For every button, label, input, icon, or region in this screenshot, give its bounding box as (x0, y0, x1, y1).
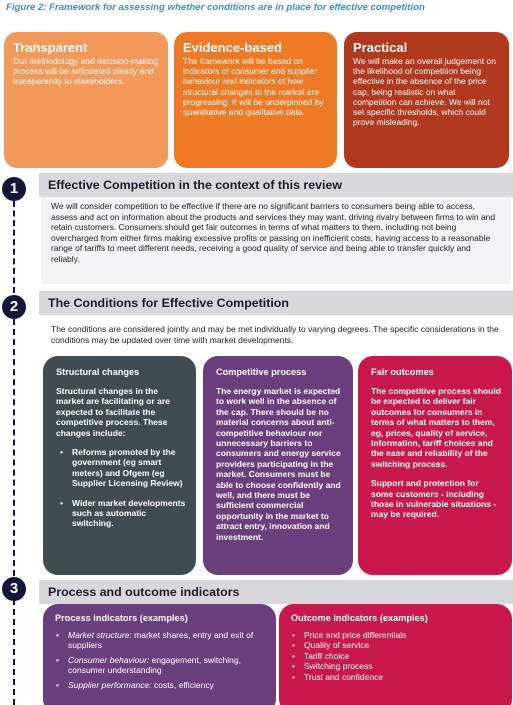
list-item: • Quality of service (291, 640, 504, 650)
list-item: • Trust and confidence (291, 672, 504, 682)
condition-fair-outcomes (358, 356, 512, 575)
condition-title: Competitive process (216, 367, 307, 377)
indicator-label: Supplier performance: (68, 679, 152, 690)
principle-title: Transparent (13, 40, 88, 55)
section-body: The conditions are considered jointly and may be met individually to varying degrees. The specific considerations in the conditions may be updated over time with market developments. (41, 320, 511, 350)
condition-text: The competitive process should be expected to deliver fair outcomes for consumers in terms of what matters to them, eg, prices, quality of service, information, tariff choices and the ease and reliability of the switching process. (371, 386, 501, 469)
list-item: • Wider market developments such as automatic switching. (56, 498, 187, 529)
outcome-indicators-box (279, 604, 512, 705)
indicator-text: costs, efficiency (151, 679, 214, 690)
condition-title: Structural changes (56, 367, 140, 377)
process-indicators-box (43, 604, 276, 705)
condition-title: Fair outcomes (371, 367, 434, 377)
connector-line (13, 319, 15, 576)
indicator-text: engagement, switching, consumer understanding (68, 654, 241, 676)
condition-bullet-list (56, 447, 187, 529)
condition-text: Support and protection for some customers - including those in vulnerable situations - may be required. (371, 478, 497, 520)
section-number-badge: 3 (2, 577, 26, 601)
indicator-label: Consumer behaviour: (68, 654, 150, 665)
indicator-text: market shares, entry and exit of suppliers (68, 630, 254, 651)
section-heading: Effective Competition in the context of this review (39, 173, 513, 197)
connector-line (13, 201, 15, 293)
list-item (55, 680, 268, 690)
list-item: • Switching process (291, 661, 504, 671)
indicator-label: Market structure: (68, 630, 132, 640)
list-item: • Price and price differentials (291, 630, 504, 640)
condition-text: The energy market is expected to work well in the absence of the cap. There should be no material concerns about anti-competitive behaviour nor unnecessary barriers to consumers and energy service providers participating in the market. Consumers must be able to choose confidently and well, and there must be sufficient commercial opportunity in the market to attract entry, innovation and investment. (216, 386, 341, 542)
list-item: • Reforms promoted by the government (eg smart meters) and Ofgem (eg Supplier Licensing Review) (56, 447, 187, 489)
indicator-list (291, 630, 504, 682)
section-number-badge: 2 (2, 295, 26, 319)
figure-caption: Figure 2: Framework for assessing whether conditions are in place for effective competition (6, 2, 425, 13)
section-heading: The Conditions for Effective Competition (39, 291, 513, 315)
condition-structural-changes (43, 356, 196, 575)
connector-line (13, 599, 15, 705)
indicator-title: Outcome indicators (examples) (291, 613, 428, 623)
principle-text: The framework will be based on indicators of consumer and supplier behaviour and indicators of how structural changes to the market are progressing. It will be underpinned by quantitative and qualitative data. (183, 56, 324, 118)
indicator-list (55, 630, 268, 690)
principle-title: Evidence-based (183, 40, 282, 55)
list-item (55, 630, 268, 651)
section-number-badge: 1 (2, 177, 26, 201)
list-item: • Tariff choice (291, 651, 504, 661)
section-heading: Process and outcome indicators (39, 580, 513, 604)
section-body: We will consider competition to be effective if there are no significant barriers to consumers being able to access, assess and act on information about the products and services they may want, driving rivalry between firms to win and retain customers. Consumers should get fair outcomes in terms of what matters to them, including not being overcharged from either firms making excessive profits or passing on inefficient costs, having access to a reasonable range of tariffs to meet different needs, receiving a good quality of service and being able to transfer quickly and reliably. (41, 197, 511, 284)
condition-competitive-process (203, 356, 353, 575)
condition-text: Structural changes in the market are facilitating or are expected to facilitate the competitive process. These changes include: (56, 386, 170, 438)
principle-evidence-based (174, 32, 337, 168)
principle-text: Our methodology and decision-making process will be articulated clearly and transparently to stakeholders. (13, 56, 159, 87)
principle-transparent (4, 32, 168, 168)
list-item (55, 655, 268, 676)
indicator-title: Process indicators (examples) (55, 613, 188, 623)
principle-text: We will make an overall judgement on the likelihood of competition being effective in the absence of the price cap, being realistic on what competition can achieve. We will not set specific thresholds, which could prove misleading. (353, 56, 496, 128)
principle-practical (344, 32, 509, 168)
principle-title: Practical (353, 40, 408, 55)
